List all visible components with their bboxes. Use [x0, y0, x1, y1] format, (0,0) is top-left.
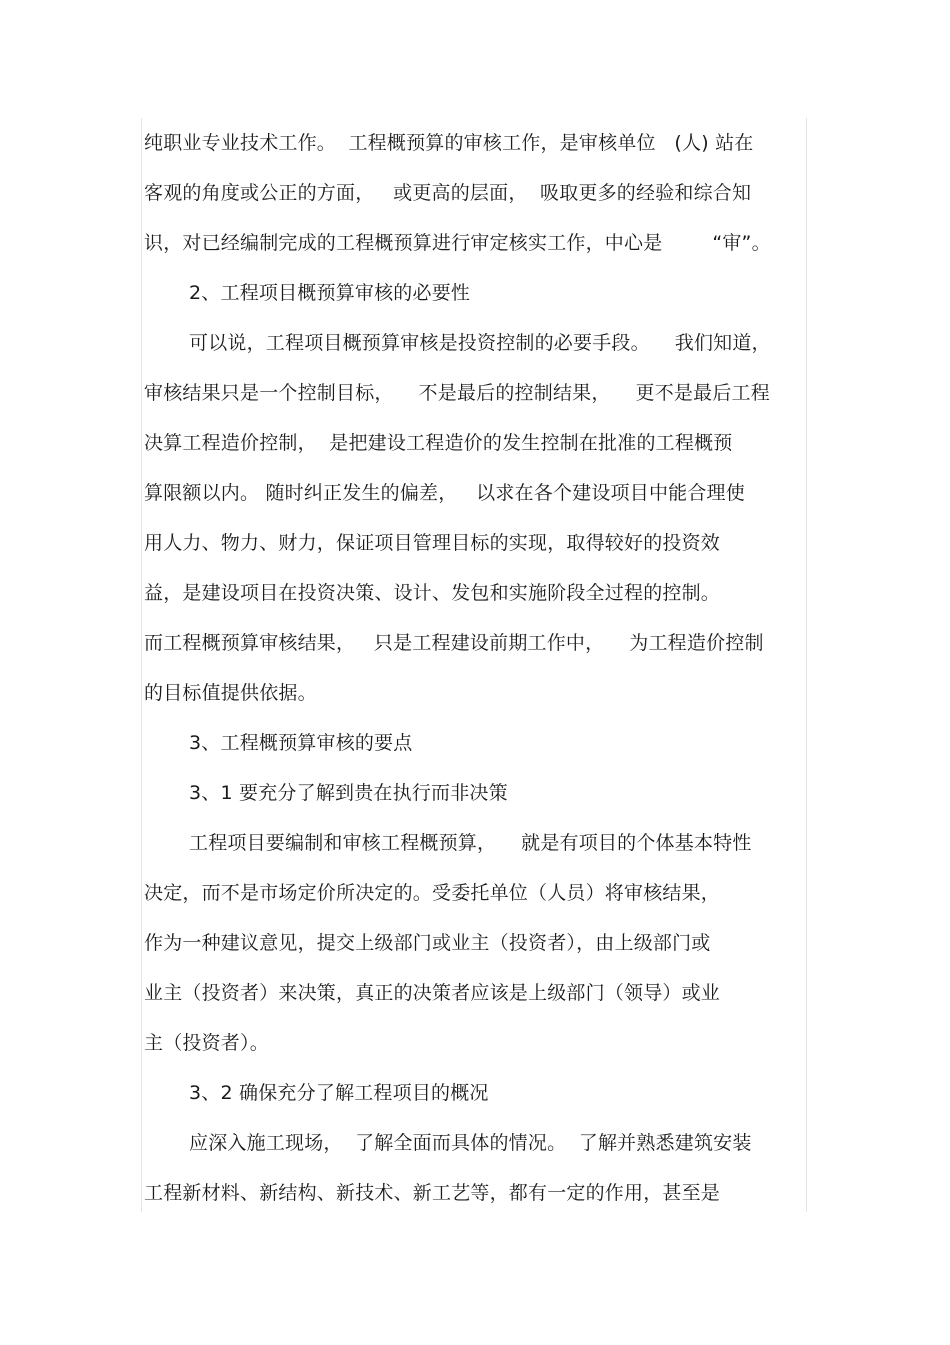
text-line: 工程项目要编制和审核工程概预算， 就是有项目的个体基本特性 — [189, 832, 752, 854]
section-heading: 3、工程概预算审核的要点 — [189, 732, 413, 754]
text-line: 的目标值提供依据。 — [144, 682, 317, 704]
text-line: 用人力、物力、财力，保证项目管理目标的实现，取得较好的投资效 — [144, 532, 721, 554]
text-line: 审核结果只是一个控制目标， 不是最后的控制结果， 更不是最后工程 — [144, 382, 770, 404]
text-line: 纯职业专业技术工作。 工程概预算的审核工作，是审核单位 (人) 站在 — [144, 132, 754, 154]
text-line: 益，是建设项目在投资决策、设计、发包和实施阶段全过程的控制。 — [144, 582, 721, 604]
text-line: 识，对已经编制完成的工程概预算进行审定核实工作，中心是 “审”。 — [144, 232, 771, 254]
text-line: 应深入施工现场， 了解全面而具体的情况。 了解并熟悉建筑安装 — [189, 1132, 752, 1154]
text-line: 业主（投资者）来决策，真正的决策者应该是上级部门（领导）或业 — [144, 982, 721, 1004]
subsection-heading: 3、1 要充分了解到贵在执行而非决策 — [189, 782, 508, 804]
section-heading: 2、工程项目概预算审核的必要性 — [189, 282, 471, 304]
document-body — [144, 118, 814, 1218]
text-line: 工程新材料、新结构、新技术、新工艺等，都有一定的作用，甚至是 — [144, 1182, 721, 1204]
text-line: 作为一种建议意见，提交上级部门或业主（投资者），由上级部门或 — [144, 932, 711, 954]
text-line: 可以说，工程项目概预算审核是投资控制的必要手段。 我们知道， — [189, 332, 771, 354]
subsection-heading: 3、2 确保充分了解工程项目的概况 — [189, 1082, 489, 1104]
text-line: 决算工程造价控制， 是把建设工程造价的发生控制在批准的工程概预 — [144, 432, 733, 454]
text-line: 算限额以内。 随时纠正发生的偏差， 以求在各个建设项目中能合理使 — [144, 482, 745, 504]
text-line: 决定，而不是市场定价所决定的。受委托单位（人员）将审核结果， — [144, 882, 721, 904]
text-line: 而工程概预算审核结果， 只是工程建设前期工作中， 为工程造价控制 — [144, 632, 764, 654]
text-line: 主（投资者）。 — [144, 1032, 269, 1054]
text-line: 客观的角度或公正的方面， 或更高的层面， 吸取更多的经验和综合知 — [144, 182, 752, 204]
